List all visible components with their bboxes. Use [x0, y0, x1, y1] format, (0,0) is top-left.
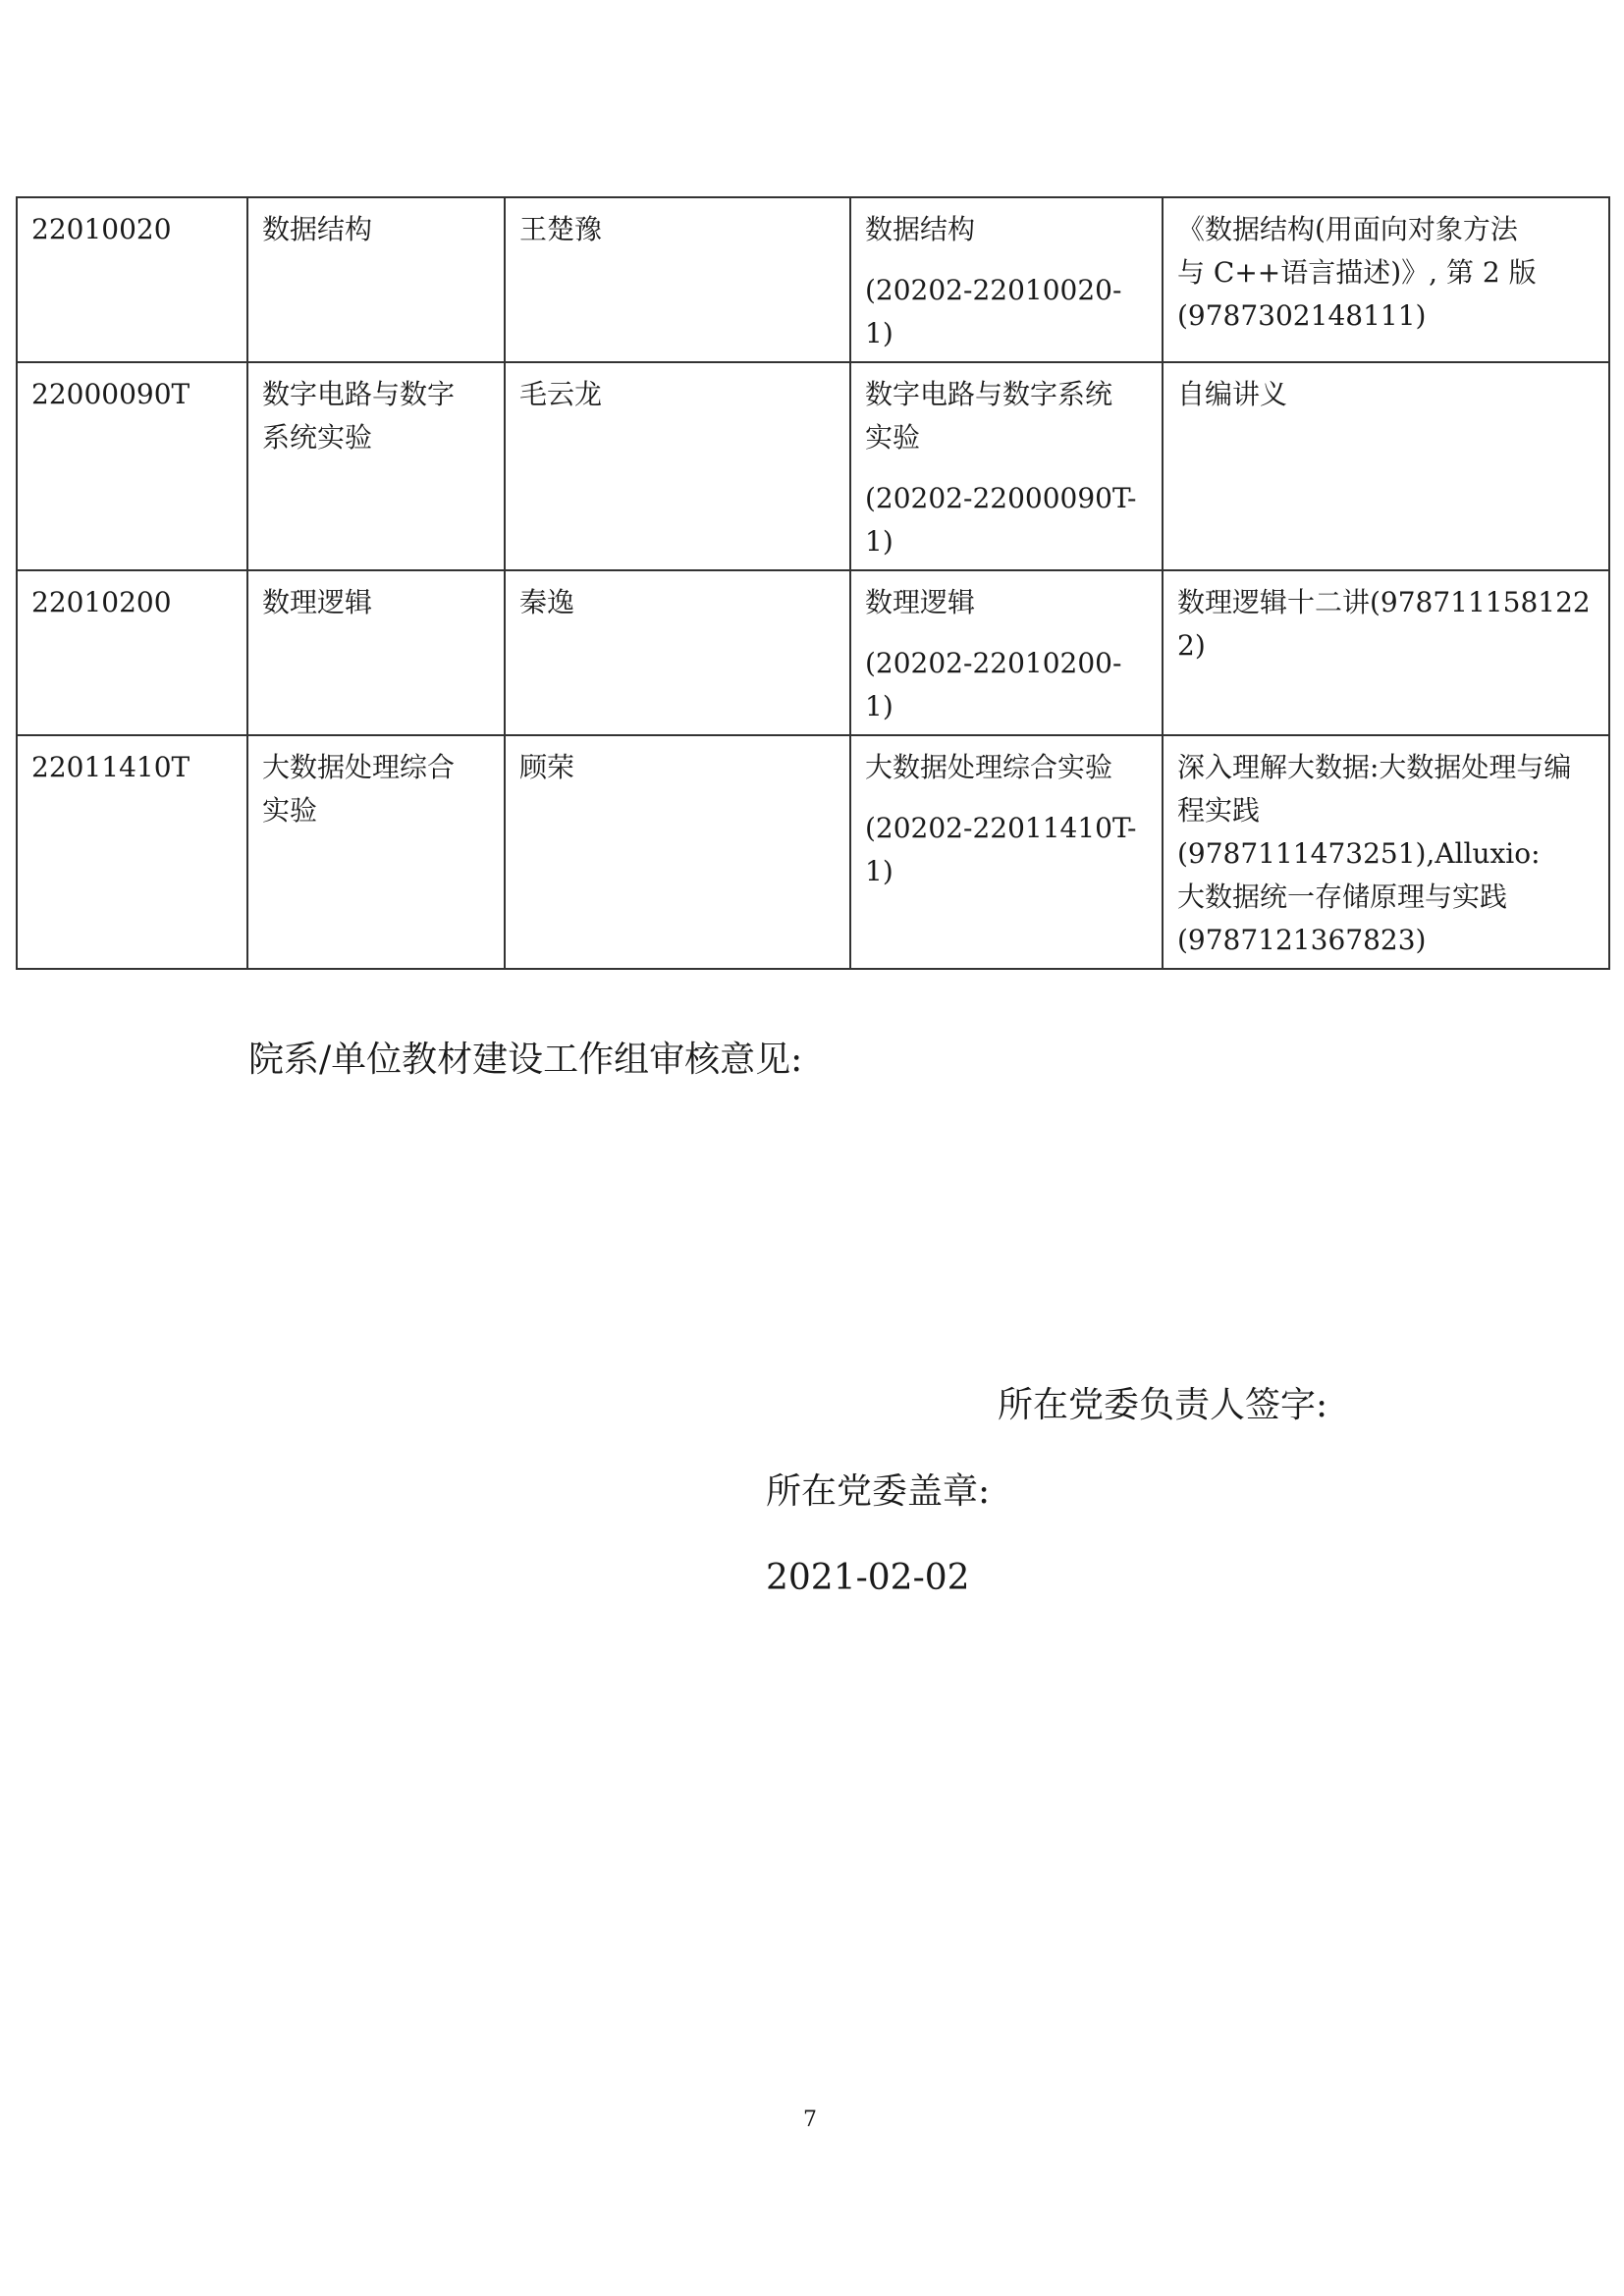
section-cell: 数理逻辑 (20202-22010200-1) — [850, 570, 1163, 735]
teacher-cell: 毛云龙 — [505, 362, 850, 570]
section-cell: 数字电路与数字系统 实验 (20202-22000090T-1) — [850, 362, 1163, 570]
review-opinion-label: 院系/单位教材建设工作组审核意见: — [248, 1040, 803, 1080]
teacher-cell: 王楚豫 — [505, 197, 850, 362]
course-name-cell: 数字电路与数字 系统实验 — [247, 362, 505, 570]
course-code-cell: 22011410T — [17, 735, 247, 969]
course-name-cell: 数据结构 — [247, 197, 505, 362]
teacher-cell: 秦逸 — [505, 570, 850, 735]
course-name-cell: 数理逻辑 — [247, 570, 505, 735]
textbook-cell: 《数据结构(用面向对象方法 与 C++语言描述)》, 第 2 版 (9787302148111) — [1163, 197, 1609, 362]
signoff-date: 2021-02-02 — [766, 1558, 970, 1598]
course-code-cell: 22010200 — [17, 570, 247, 735]
course-code-cell: 22000090T — [17, 362, 247, 570]
table-row — [17, 735, 1609, 969]
party-committee-seal-label: 所在党委盖章: — [766, 1471, 991, 1512]
course-name-cell: 大数据处理综合 实验 — [247, 735, 505, 969]
page-number: 7 — [803, 2108, 817, 2132]
textbook-cell: 数理逻辑十二讲(9787111581222) — [1163, 570, 1609, 735]
table-row — [17, 197, 1609, 362]
course-code-cell: 22010020 — [17, 197, 247, 362]
textbook-cell: 自编讲义 — [1163, 362, 1609, 570]
section-cell: 数据结构 (20202-22010020-1) — [850, 197, 1163, 362]
textbook-cell: 深入理解大数据:大数据处理与编 程实践 (9787111473251),Alluxio: 大数据统一存储原理与实践 (9787121367823) — [1163, 735, 1609, 969]
table-row — [17, 570, 1609, 735]
teacher-cell: 顾荣 — [505, 735, 850, 969]
party-committee-signature-label: 所在党委负责人签字: — [998, 1385, 1328, 1425]
course-textbook-table — [16, 196, 1610, 970]
section-cell: 大数据处理综合实验 (20202-22011410T-1) — [850, 735, 1163, 969]
table-row — [17, 362, 1609, 570]
